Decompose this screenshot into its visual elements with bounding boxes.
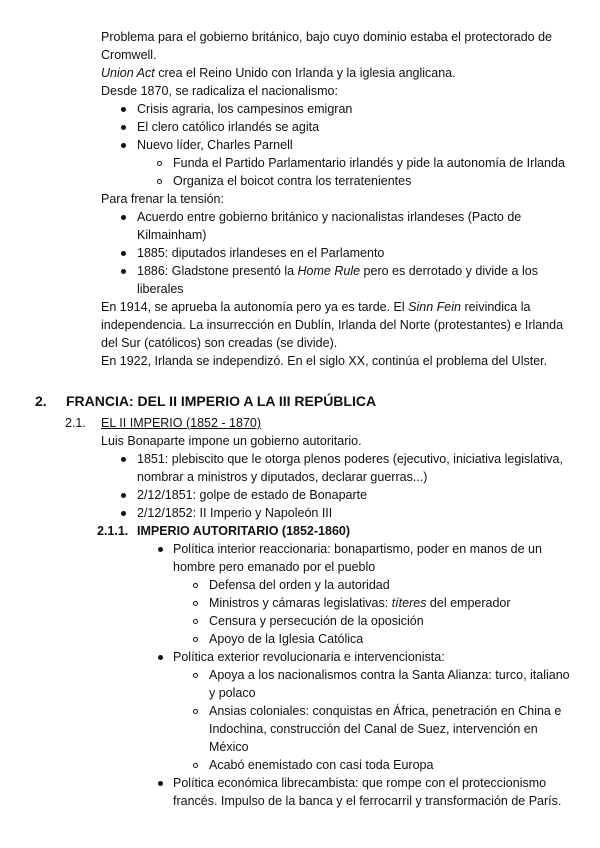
bullet-icon — [121, 125, 126, 130]
emphasis-text: Home Rule — [297, 264, 361, 278]
hollow-bullet-icon — [193, 763, 198, 768]
bullet-icon — [121, 269, 126, 274]
paragraph-line: Desde 1870, se radicaliza el nacionalismo: — [101, 84, 338, 98]
paragraph-line: Problema para el gobierno británico, bajo cuyo dominio estaba el protectorado de — [101, 30, 552, 44]
list-item: Censura y persecución de la oposición — [209, 614, 424, 628]
list-item: Apoya a los nacionalismos contra la Santa Alianza: turco, italiano — [209, 668, 570, 682]
bullet-icon — [121, 143, 126, 148]
text-run: En 1914, se aprueba la autonomía pero ya es tarde. El — [101, 300, 409, 314]
paragraph-line: Para frenar la tensión: — [101, 192, 224, 206]
list-item-continuation: nombrar a ministros y diputados, declarar guerras...) — [137, 470, 428, 484]
hollow-bullet-icon — [193, 583, 198, 588]
text-run: crea el Reino Unido con Irlanda y la iglesia anglicana. — [154, 66, 456, 80]
bullet-icon — [121, 251, 126, 256]
subsection-heading: EL II IMPERIO (1852 - 1870) — [101, 416, 262, 430]
list-item: 2/12/1851: golpe de estado de Bonaparte — [137, 488, 368, 502]
text-run: reivindica la — [460, 300, 531, 314]
list-item: 1885: diputados irlandeses en el Parlamento — [137, 246, 385, 260]
list-item: 1851: plebiscito que le otorga plenos poderes (ejecutivo, iniciativa legislativa, — [137, 452, 563, 466]
paragraph-line — [101, 64, 456, 82]
hollow-bullet-icon — [157, 161, 162, 166]
bullet-icon — [121, 457, 126, 462]
list-item-continuation: Indochina, construcción del Canal de Suez, intervención en — [209, 722, 538, 736]
list-item: Acabó enemistado con casi toda Europa — [209, 758, 434, 772]
bullet-icon — [158, 655, 163, 660]
list-item: 2/12/1852: II Imperio y Napoleón III — [137, 506, 333, 520]
list-item-continuation: México — [209, 740, 249, 754]
section-heading: FRANCIA: DEL II IMPERIO A LA III REPÚBLICA — [66, 393, 377, 409]
bullet-icon — [121, 511, 126, 516]
paragraph-line: independencia. La insurrección en Dublín, Irlanda del Norte (protestantes) e Irlanda — [101, 318, 564, 332]
paragraph-line — [101, 298, 530, 316]
list-item: Nuevo líder, Charles Parnell — [137, 138, 293, 152]
list-item: Política exterior revolucionaria e intervencionista: — [173, 650, 445, 664]
list-item-continuation: liberales — [137, 282, 184, 296]
paragraph-line: En 1922, Irlanda se independizó. En el siglo XX, continúa el problema del Ulster. — [101, 354, 548, 368]
list-item: Política interior reaccionaria: bonapartismo, poder en manos de un — [173, 542, 542, 556]
list-item — [137, 262, 538, 280]
emphasis-text: Union Act — [101, 66, 155, 80]
text-run: Ministros y cámaras legislativas: — [209, 596, 392, 610]
list-item: Apoyo de la Iglesia Católica — [209, 632, 364, 646]
list-item — [209, 594, 511, 612]
hollow-bullet-icon — [193, 637, 198, 642]
list-item: El clero católico irlandés se agita — [137, 120, 320, 134]
hollow-bullet-icon — [193, 709, 198, 714]
text-run: 1886: Gladstone presentó la — [137, 264, 298, 278]
hollow-bullet-icon — [193, 601, 198, 606]
subsubsection-heading: IMPERIO AUTORITARIO (1852-1860) — [137, 524, 351, 538]
list-item: Defensa del orden y la autoridad — [209, 578, 390, 592]
emphasis-text: títeres — [391, 596, 427, 610]
list-item: Acuerdo entre gobierno británico y nacionalistas irlandeses (Pacto de — [137, 210, 522, 224]
paragraph-line: del Sur (católicos) son creadas (se divide). — [101, 336, 338, 350]
bullet-icon — [158, 781, 163, 786]
list-item: Crisis agraria, los campesinos emigran — [137, 102, 353, 116]
section-number: 2. — [35, 393, 47, 409]
list-item-continuation: hombre pero emanado por el pueblo — [173, 560, 376, 574]
text-run: del emperador — [426, 596, 511, 610]
bullet-icon — [121, 493, 126, 498]
list-item: Funda el Partido Parlamentario irlandés y pide la autonomía de Irlanda — [173, 156, 565, 170]
bullet-icon — [158, 547, 163, 552]
bullet-icon — [121, 215, 126, 220]
subsection-number: 2.1. — [65, 416, 86, 430]
list-item-continuation: y polaco — [209, 686, 256, 700]
text-run: pero es derrotado y divide a los — [360, 264, 538, 278]
paragraph-line: Luis Bonaparte impone un gobierno autoritario. — [101, 434, 362, 448]
hollow-bullet-icon — [193, 673, 198, 678]
subsubsection-number: 2.1.1. — [97, 524, 129, 538]
list-item: Ansias coloniales: conquistas en África, penetración en China e — [209, 704, 562, 718]
list-item: Organiza el boicot contra los terratenientes — [173, 174, 412, 188]
emphasis-text: Sinn Fein — [408, 300, 461, 314]
bullet-icon — [121, 107, 126, 112]
hollow-bullet-icon — [193, 619, 198, 624]
list-item-continuation: francés. Impulso de la banca y el ferrocarril y transformación de París. — [173, 794, 562, 808]
list-item: Política económica librecambista: que rompe con el proteccionismo — [173, 776, 547, 790]
hollow-bullet-icon — [157, 179, 162, 184]
list-item-continuation: Kilmainham) — [137, 228, 207, 242]
paragraph-line: Cromwell. — [101, 48, 157, 62]
